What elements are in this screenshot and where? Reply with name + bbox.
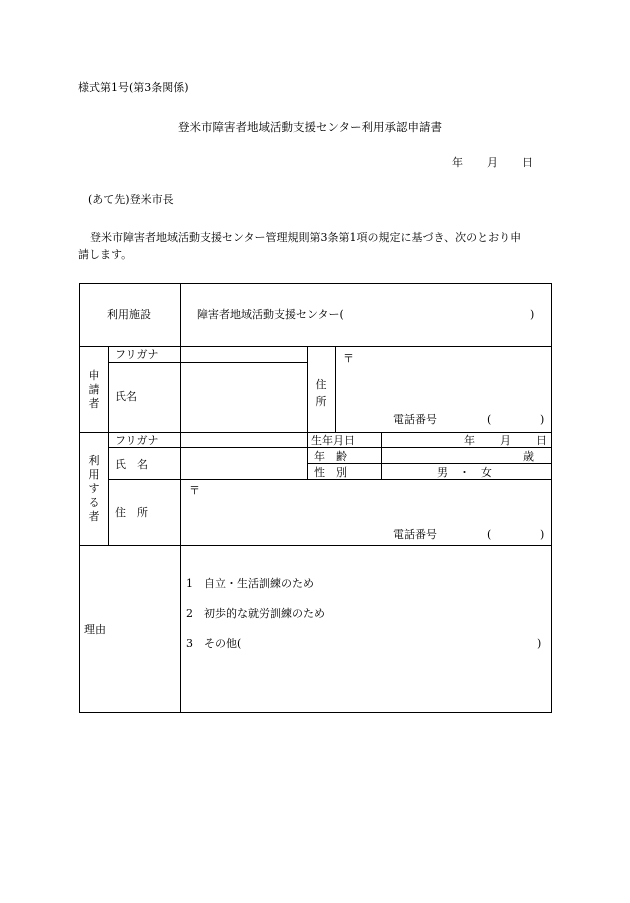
applicant-phone-label: 電話番号 <box>393 413 437 426</box>
applicant-name-label: 氏名 <box>115 390 137 403</box>
reason-label: 理由 <box>84 623 106 636</box>
date-day: 日 <box>522 156 533 169</box>
applicant-address-label: 住所 <box>315 378 327 408</box>
date-month: 月 <box>487 156 498 169</box>
reason-option-1[interactable]: 1 自立・生活訓練のため <box>186 577 314 590</box>
applicant-phone-close: ) <box>540 413 545 426</box>
facility-label: 利用施設 <box>107 308 151 321</box>
applicant-furigana-label: フリガナ <box>115 348 159 361</box>
applicant-furigana-field[interactable] <box>181 347 306 362</box>
user-birth-day: 日 <box>536 434 547 447</box>
page-title: 登米市障害者地域活動支援センター利用承認申請書 <box>178 120 443 134</box>
form-number: 様式第1号(第3条関係) <box>78 81 189 94</box>
applicant-section-label: 申請者 <box>88 369 100 410</box>
user-section-label: 利用する者 <box>88 454 100 523</box>
applicant-postal-mark: 〒 <box>343 352 354 365</box>
user-birth-year: 年 <box>464 434 475 447</box>
user-furigana-label: フリガナ <box>115 434 159 447</box>
user-sex-label: 性 別 <box>314 466 347 479</box>
body-text-line2: 請します。 <box>78 248 133 261</box>
addressee: (あて先)登米市長 <box>88 193 174 206</box>
applicant-phone-open: ( <box>487 413 492 426</box>
facility-close-paren: ) <box>530 308 535 321</box>
user-phone-label: 電話番号 <box>393 528 437 541</box>
user-phone-close: ) <box>540 528 545 541</box>
user-age-label: 年 齢 <box>314 450 347 463</box>
user-address-label: 住 所 <box>115 506 148 519</box>
user-birth-month: 月 <box>500 434 511 447</box>
user-age-unit: 歳 <box>523 450 534 463</box>
user-birthdate-label: 生年月日 <box>311 434 355 447</box>
user-postal-mark: 〒 <box>189 484 200 497</box>
body-text-line1: 登米市障害者地域活動支援センター管理規則第3条第1項の規定に基づき、次のとおり申 <box>90 231 522 244</box>
user-name-label: 氏 名 <box>115 458 148 471</box>
user-sex-options[interactable]: 男 ・ 女 <box>437 466 492 479</box>
facility-value[interactable]: 障害者地域活動支援センター( <box>197 308 344 321</box>
reason-option-3[interactable]: 3 その他( <box>186 637 242 650</box>
reason-option-2[interactable]: 2 初歩的な就労訓練のため <box>186 607 325 620</box>
date-year: 年 <box>452 156 463 169</box>
applicant-name-field[interactable] <box>181 363 306 432</box>
user-phone-open: ( <box>487 528 492 541</box>
reason-close-paren: ) <box>537 637 542 650</box>
